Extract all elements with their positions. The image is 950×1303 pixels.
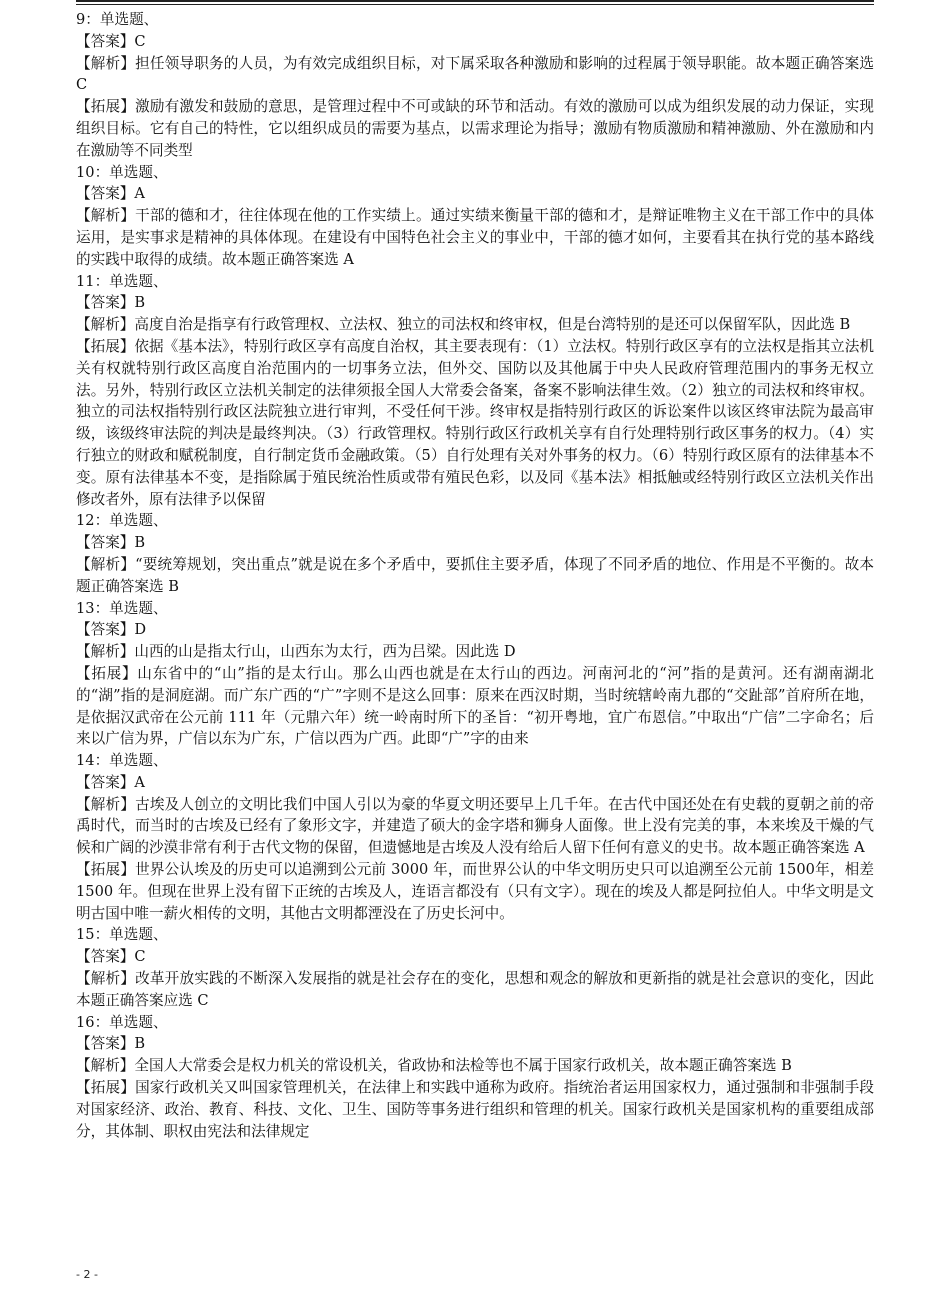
answer-line: 【答案】A	[76, 185, 145, 203]
analysis-paragraph: 【解析】高度自治是指享有行政管理权、立法权、独立的司法权和终审权，但是台湾特别的是还可以保留军队，因此选 B	[76, 316, 851, 334]
answer-line: 【答案】B	[76, 294, 146, 312]
extension-paragraph: 【拓展】激励有激发和鼓励的意思，是管理过程中不可或缺的环节和活动。有效的激励可以成为组织发展的动力保证，实现组织目标。它有自己的特性，它以组织成员的需要为基点，以需求理论为指导；激励有物质激励和精神激励、外在激励和内在激励等不同类型	[76, 98, 874, 159]
question-heading: 15：单选题、	[76, 926, 168, 944]
extension-paragraph: 【拓展】国家行政机关又叫国家管理机关，在法律上和实践中通称为政府。指统治者运用国家权力，通过强制和非强制手段对国家经济、政治、教育、科技、文化、卫生、国防等事务进行组织和管理的机关。国家行政机关是国家机构的重要组成部分，其体制、职权由宪法和法律规定	[76, 1079, 874, 1140]
document-body	[76, 9, 874, 1142]
extension-paragraph: 【拓展】依据《基本法》，特别行政区享有高度自治权，其主要表现有：（1）立法权。特别行政区享有的立法权是指其立法机关有权就特别行政区高度自治范围内的一切事务立法，但外交、国防以及其他属于中央人民政府管理范围内的事务无权立法。另外，特别行政区立法机关制定的法律须报全国人大常委会备案，备案不影响法律生效。（2）独立的司法权和终审权。独立的司法权指特别行政区法院独立进行审判，不受任何干涉。终审权是指特别行政区的诉讼案件以该区终审法院为最高审级，该级终审法院的判决是最终判决。（3）行政管理权。特别行政区行政机关享有自行处理特别行政区事务的权力。（4）实行独立的财政和赋税制度，自行制定货币金融政策。（5）自行处理有关对外事务的权力。（6）特别行政区原有的法律基本不变。原有法律基本不变，是指除属于殖民统治性质或带有殖民色彩，以及同《基本法》相抵触或经特别行政区立法机关作出修改者外，原有法律予以保留	[76, 337, 874, 508]
header-rule	[76, 0, 874, 2]
analysis-paragraph: 【解析】古埃及人创立的文明比我们中国人引以为豪的华夏文明还要早上几千年。在古代中国还处在有史载的夏朝之前的帝禹时代，而当时的古埃及已经有了象形文字，并建造了硕大的金字塔和狮身人面像。世上没有完美的事，本来埃及干燥的气候和广阔的沙漠非常有利于古代文物的保留，但遗憾地是古埃及人没有给后人留下任何有意义的史书。故本题正确答案选 A	[76, 795, 874, 857]
answer-line: 【答案】B	[76, 1035, 146, 1053]
analysis-paragraph: 【解析】山西的山是指太行山，山西东为太行，西为吕梁。因此选 D	[76, 643, 516, 661]
extension-paragraph: 【拓展】山东省中的“山”指的是太行山。那么山西也就是在太行山的西边。河南河北的“河”指的是黄河。还有湖南湖北的“湖”指的是洞庭湖。而广东广西的“广”字则不是这么回事：原来在西汉时期，当时统辖岭南九郡的“交趾部”首府所在地，是依据汉武帝在公元前 111 年（元鼎六年）统一岭南时所下的圣旨：“初开粤地，宜广布恩信。”中取出“广信”二字命名；后来以广信为界，广信以东为广东，广信以西为广西。此即“广”字的由来	[76, 664, 874, 748]
question-heading: 11：单选题、	[76, 272, 168, 290]
analysis-paragraph: 【解析】改革开放实践的不断深入发展指的就是社会存在的变化，思想和观念的解放和更新指的就是社会意识的变化，因此本题正确答案应选 C	[76, 970, 874, 1009]
question-heading: 16：单选题、	[76, 1013, 168, 1031]
analysis-paragraph: 【解析】全国人大常委会是权力机关的常设机关，省政协和法检等也不属于国家行政机关，故本题正确答案选 B	[76, 1057, 792, 1075]
answer-line: 【答案】D	[76, 621, 147, 639]
answer-line: 【答案】C	[76, 948, 146, 966]
analysis-paragraph: 【解析】“要统筹规划，突出重点”就是说在多个矛盾中，要抓住主要矛盾，体现了不同矛盾的地位、作用是不平衡的。故本题正确答案选 B	[76, 555, 874, 595]
answer-line: 【答案】A	[76, 773, 145, 791]
answer-line: 【答案】B	[76, 534, 146, 552]
analysis-paragraph: 【解析】干部的德和才，往往体现在他的工作实绩上。通过实绩来衡量干部的德和才，是辩证唯物主义在干部工作中的具体运用，是实事求是精神的具体体现。在建设有中国特色社会主义的事业中，干部的德才如何，主要看其在执行党的基本路线的实践中取得的成绩。故本题正确答案选 A	[76, 207, 874, 268]
header-rule-thin	[76, 4, 874, 5]
question-heading: 10：单选题、	[76, 163, 168, 181]
question-heading: 12：单选题、	[76, 512, 168, 530]
answer-line: 【答案】C	[76, 32, 146, 50]
question-heading: 13：单选题、	[76, 599, 168, 617]
question-heading: 14：单选题、	[76, 752, 168, 770]
page-number: - 2 -	[76, 1268, 98, 1281]
analysis-paragraph: 【解析】担任领导职务的人员，为有效完成组织目标，对下属采取各种激励和影响的过程属于领导职能。故本题正确答案选 C	[76, 54, 874, 94]
extension-paragraph: 【拓展】世界公认埃及的历史可以追溯到公元前 3000 年，而世界公认的中华文明历史只可以追溯至公元前 1500年，相差 1500 年。但现在世界上没有留下正统的古埃及人，连语言都没有（只有文字）。现在的埃及人都是阿拉伯人。中华文明是文明古国中唯一薪火相传的文明，其他古文明都湮没在了历史长河中。	[76, 861, 874, 922]
question-heading: 9：单选题、	[76, 11, 159, 28]
